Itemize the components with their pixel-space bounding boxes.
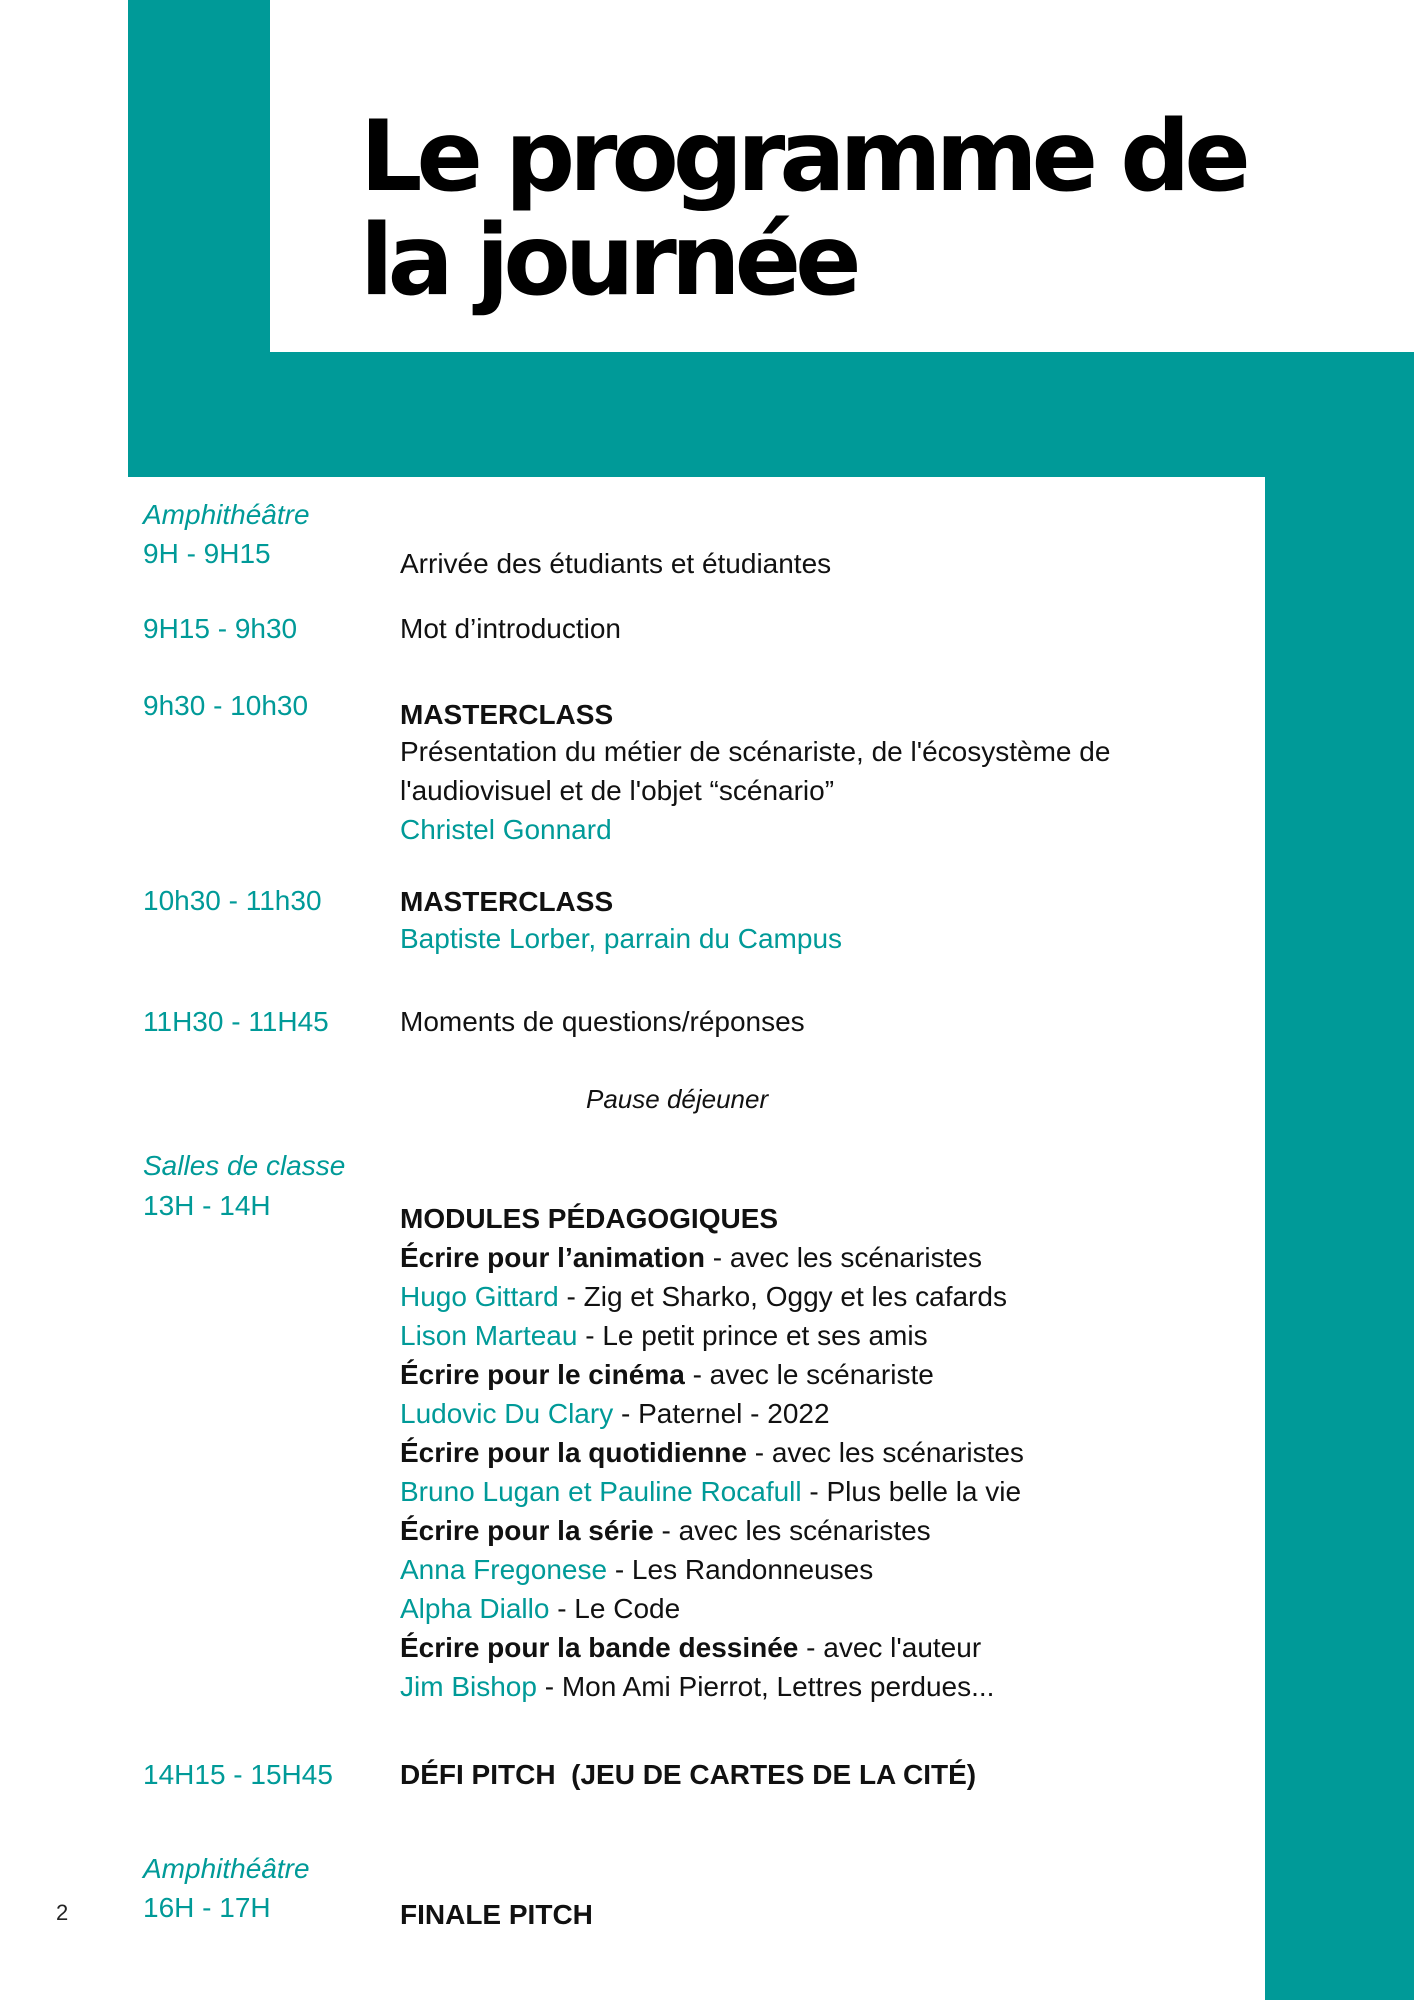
module-title: Écrire pour le cinéma xyxy=(400,1359,685,1390)
time-slot: 10h30 - 11h30 xyxy=(143,885,322,916)
module-detail: - avec les scénaristes xyxy=(746,1437,1024,1468)
speaker-works: - Le Code xyxy=(549,1593,681,1624)
speaker-name: Anna Fregonese xyxy=(400,1554,608,1585)
time-slot: 14H15 - 15H45 xyxy=(143,1759,333,1790)
list-item xyxy=(400,1550,1024,1589)
speaker-name: Lison Marteau xyxy=(400,1320,578,1351)
time-slot: 11H30 - 11H45 xyxy=(143,1006,329,1037)
speaker-name: Christel Gonnard xyxy=(400,814,612,845)
module-title: Écrire pour l’animation xyxy=(400,1242,705,1273)
list-item xyxy=(400,1433,1024,1472)
module-detail: - avec l'auteur xyxy=(798,1632,982,1663)
session-heading: FINALE PITCH xyxy=(400,1899,593,1930)
speaker-works: - Mon Ami Pierrot, Lettres perdues... xyxy=(536,1671,995,1702)
teal-band xyxy=(128,352,1414,477)
list-item xyxy=(400,1511,1024,1550)
session-description: Présentation du métier de scénariste, de l'écosystème de xyxy=(400,736,1111,767)
module-title: Écrire pour la série xyxy=(400,1515,654,1546)
list-item xyxy=(400,1589,1024,1628)
location-label: Amphithéâtre xyxy=(143,1853,310,1884)
speaker-name: Hugo Gittard xyxy=(400,1281,559,1312)
session-heading: MASTERCLASS xyxy=(400,886,614,917)
list-item xyxy=(400,1316,1024,1355)
speaker-name: Bruno Lugan et Pauline Rocafull xyxy=(400,1476,802,1507)
session-description: l'audiovisuel et de l'objet “scénario” xyxy=(400,775,835,806)
list-item xyxy=(400,1394,1024,1433)
page-number: 2 xyxy=(56,1900,69,1925)
list-item xyxy=(400,1667,1024,1706)
title-line-2: la journée xyxy=(360,204,856,318)
session-heading: DÉFI PITCH (JEU DE CARTES DE LA CITÉ) xyxy=(400,1759,977,1790)
speaker-works: - Les Randonneuses xyxy=(607,1554,874,1585)
module-detail: - avec les scénaristes xyxy=(653,1515,931,1546)
session-text: Mot d’introduction xyxy=(400,613,622,644)
time-slot: 16H - 17H xyxy=(143,1892,271,1923)
speaker-works: - Zig et Sharko, Oggy et les cafards xyxy=(558,1281,1007,1312)
speaker-name: Jim Bishop xyxy=(400,1671,537,1702)
list-item xyxy=(400,1472,1024,1511)
module-title: Écrire pour la bande dessinée xyxy=(400,1632,799,1663)
time-slot: 13H - 14H xyxy=(143,1190,271,1221)
title-line-1: Le programme de xyxy=(360,100,1245,214)
teal-right-column xyxy=(1265,352,1414,2000)
location-label: Salles de classe xyxy=(143,1150,346,1181)
module-title: Écrire pour la quotidienne xyxy=(400,1437,747,1468)
speaker-works: - Plus belle la vie xyxy=(801,1476,1022,1507)
session-heading: MODULES PÉDAGOGIQUES xyxy=(400,1203,779,1234)
page-title xyxy=(360,100,1245,318)
time-slot: 9H - 9H15 xyxy=(143,538,271,569)
module-detail: - avec le scénariste xyxy=(684,1359,934,1390)
location-label: Amphithéâtre xyxy=(143,499,310,530)
speaker-works: - Le petit prince et ses amis xyxy=(577,1320,928,1351)
session-text: Arrivée des étudiants et étudiantes xyxy=(400,548,832,579)
speaker-name: Baptiste Lorber, parrain du Campus xyxy=(400,923,843,954)
session-heading: MASTERCLASS xyxy=(400,699,614,730)
list-item xyxy=(400,1355,1024,1394)
modules-list xyxy=(400,1199,1024,1706)
speaker-name: Ludovic Du Clary xyxy=(400,1398,614,1429)
session-text: Moments de questions/réponses xyxy=(400,1006,805,1037)
module-detail: - avec les scénaristes xyxy=(704,1242,982,1273)
list-item xyxy=(400,1238,1024,1277)
time-slot: 9H15 - 9h30 xyxy=(143,613,298,644)
list-item xyxy=(400,1628,1024,1667)
pause-label: Pause déjeuner xyxy=(586,1084,769,1114)
speaker-name: Alpha Diallo xyxy=(400,1593,550,1624)
time-slot: 9h30 - 10h30 xyxy=(143,690,309,721)
list-item xyxy=(400,1277,1024,1316)
speaker-works: - Paternel - 2022 xyxy=(613,1398,830,1429)
